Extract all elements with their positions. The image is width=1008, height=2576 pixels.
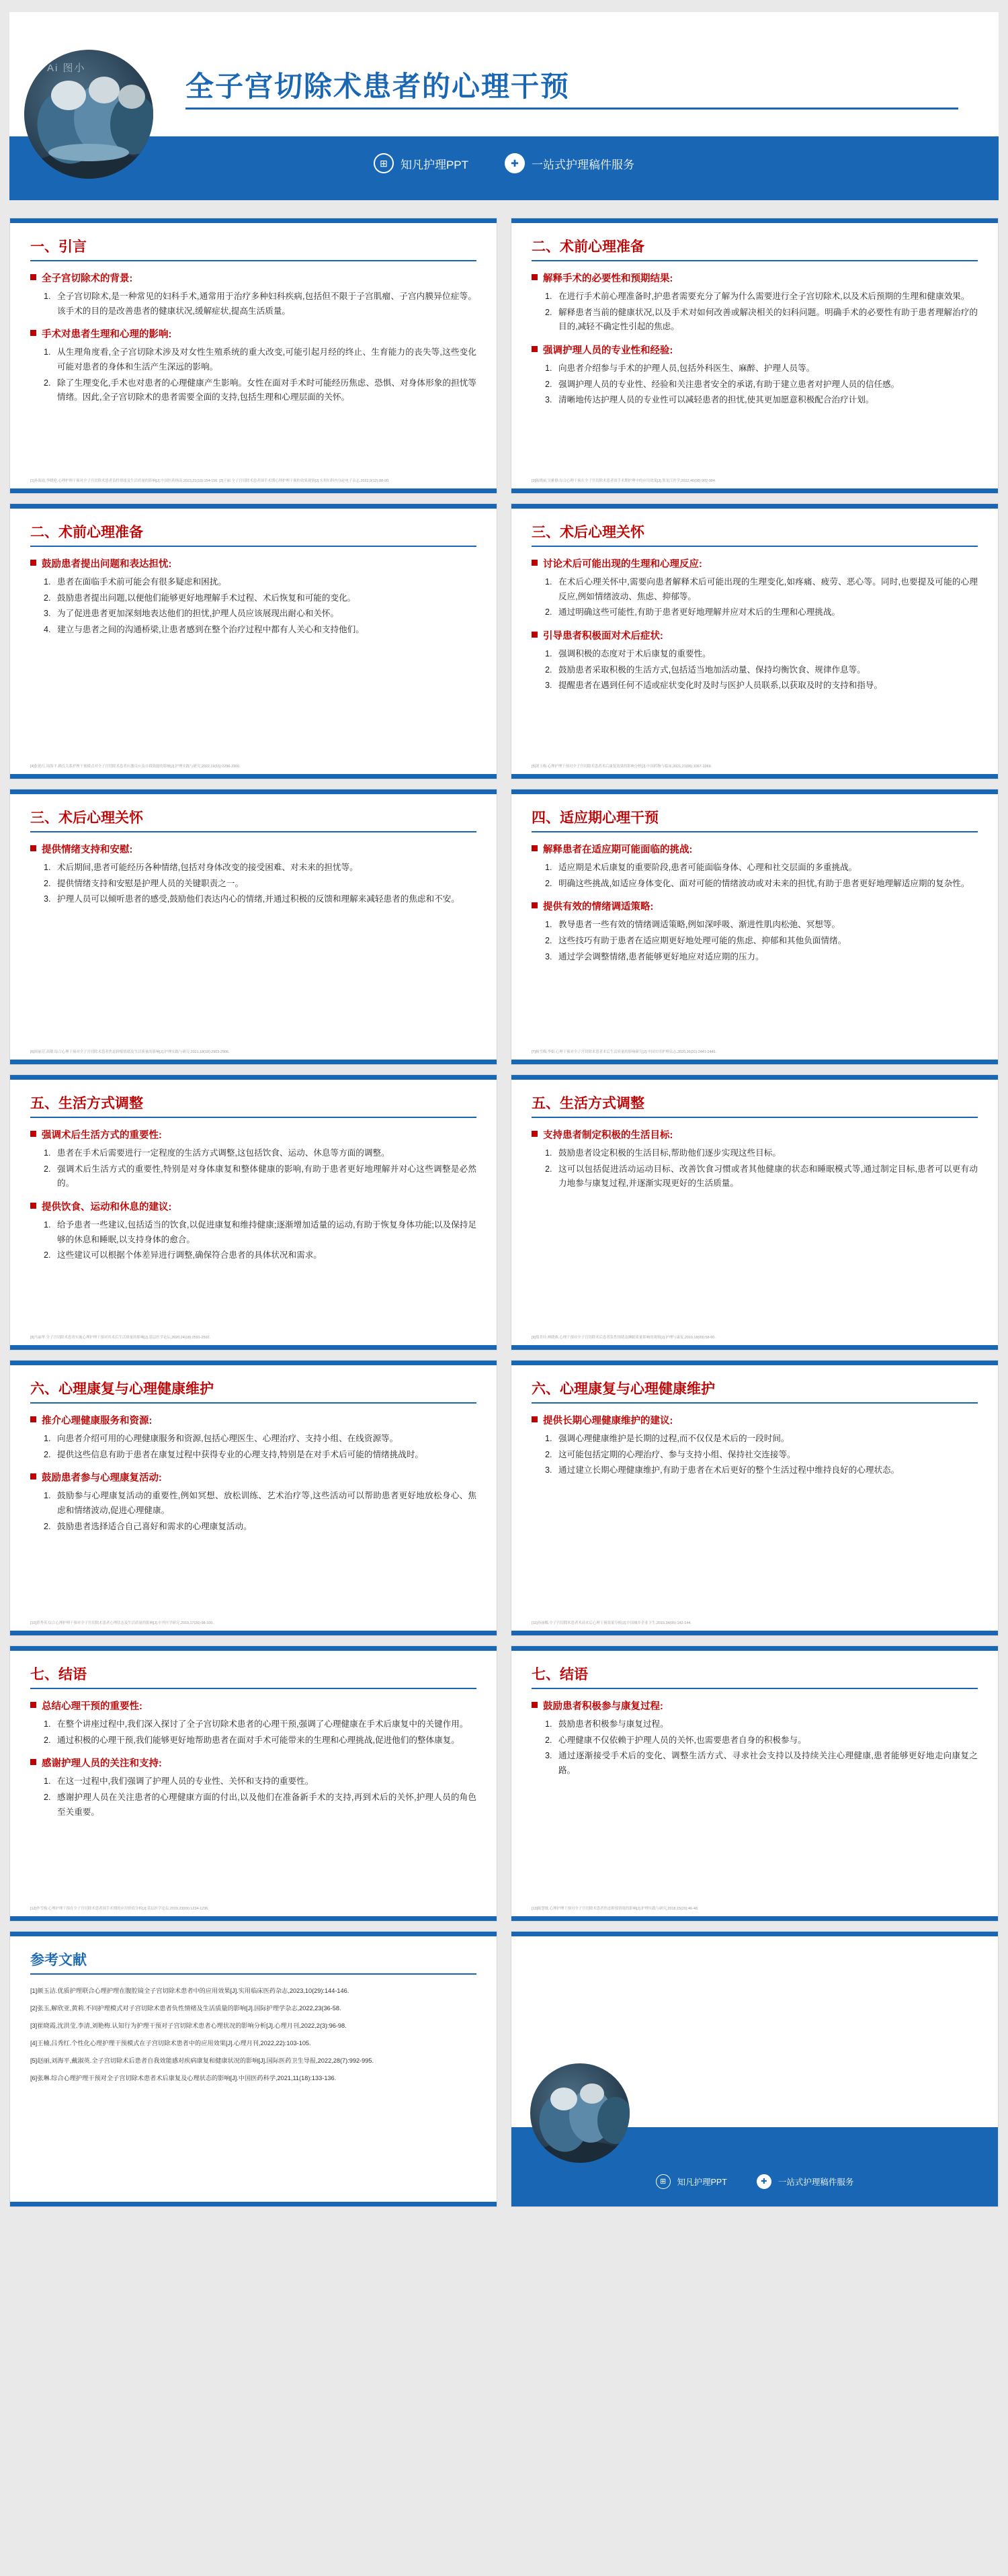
section-heading [532,556,978,570]
section-heading-label: 支持患者制定积极的生活目标: [543,1130,673,1141]
slide-section [532,343,978,408]
cover-divider [185,108,958,110]
bullet-square-icon [30,845,36,851]
bullet-square-icon [30,1203,36,1209]
slide-footnote: [3]陈晓丽,吴雅静.综合心理干预在全子宫切除术患者围手术期护理中的应用效果[J].黑龙江医学,2022,46(08):902-904. [532,478,716,483]
slide-footnote: [10]黄秀英.综合心理护理干预对全子宫切除术患者心理状态及生活质量的影响[J].中外医学研究,2019,17(26):98-100. [30,1621,214,1625]
section-heading [532,343,978,357]
slide-divider [532,1117,978,1118]
slide-title: 三、术后心理关怀 [532,525,644,540]
point-item: 在进行手术前心理准备时,护患者需要充分了解为什么需要进行全子宫切除术,以及术后预期的生理和健康效果。 [558,292,970,301]
bullet-square-icon [532,1702,538,1708]
point-item: 这些建议可以根据个体差异进行调整,确保符合患者的具体状况和需求。 [57,1250,322,1260]
section-heading-label: 解释手术的必要性和预期结果: [543,273,673,284]
point-item: 通过明确这些可能性,有助于患者更好地理解并应对术后的生理和心理挑战。 [558,607,841,617]
point-item: 给予患者一些建议,包括适当的饮食,以促进康复和维持健康;逐渐增加适量的运动,有助于恢复身体功能;以及保持足够的休息和睡眠,以支持身体的愈合。 [57,1219,476,1244]
section-heading [532,628,978,642]
slide-top-bar [511,789,998,794]
point-item: 提供这些信息有助于患者在康复过程中获得专业的心理支持,特别是在对手术后可能的情绪挑战时。 [57,1449,424,1459]
section-heading [30,842,476,856]
cover-slide [9,12,999,200]
slide-top-bar [10,1646,497,1651]
section-heading [532,271,978,285]
slide-11[interactable] [9,1645,497,1922]
section-heading-label: 提供情绪支持和安慰: [42,845,133,855]
section-points [532,1432,978,1478]
point-item: 为了促进患者更加深刻地表达他们的担忧,护理人员应该展现出耐心和关怀。 [57,609,339,619]
section-points [532,918,978,964]
point-item: 全子宫切除术,是一种常见的妇科手术,通常用于治疗多种妇科疾病,包括但不限于子宫肌瘤、子宫内膜异位症等。该手术的目的是改善患者的健康状况,缓解症状,提高生活质量。 [57,292,476,316]
slide-title: 七、结语 [30,1667,87,1682]
slide-bottom-bar [511,488,998,493]
slide-footnote: [6]周丽芳,高敏.综合心理干预对全子宫切除术患者焦虑抑郁情绪及生活质量的影响[J].护理实践与研究,2021,18(19):2903-2906. [30,1049,230,1054]
cover-meta-service [505,153,634,173]
point-item: 强调护理人员的专业性、经验和关注患者安全的承诺,有助于建立患者对护理人员的信任感。 [558,379,900,389]
bullet-square-icon [532,632,538,638]
slide-bottom-bar [511,774,998,779]
section-heading [30,1199,476,1213]
slide-footnote: [8]马丽华.全子宫切除术患者实施心理护理干预对其术后生活质量的影响[J].基层医学论坛,2020,24(18):2591-2592. [30,1335,211,1340]
thanks-meta-row [511,2174,998,2189]
point-item: 明确这些挑战,如适应身体变化、面对可能的情绪波动或对未来的担忧,有助于患者更好地理解适应期的复杂性。 [558,878,970,888]
point-item: 清晰地传达护理人员的专业性可以减轻患者的担忧,使其更加愿意积极配合治疗计划。 [558,395,874,405]
slide-top-bar [10,1075,497,1080]
slide-bottom-bar [10,1631,497,1635]
slide-title: 二、术前心理准备 [30,525,143,540]
point-item: 患者在手术后需要进行一定程度的生活方式调整,这包括饮食、运动、休息等方面的调整。 [57,1148,390,1158]
reference-item: [5]赵丽,刘海平,戴淑英.全子宫切除术后患者自我效能感对疾病康复和健康状况的影响[J].国际医药卫生导报,2022,28(7):992-995. [30,2057,374,2065]
slide-9[interactable] [9,1360,497,1636]
slide-divider [30,1688,476,1689]
slide-divider [30,831,476,832]
point-item: 这可能包括定期的心理治疗、参与支持小组、保持社交连接等。 [558,1449,796,1459]
section-points [532,647,978,693]
watermark-text: Ai 图小 [47,62,86,74]
section-heading-label: 鼓励患者参与心理康复活动: [42,1473,162,1484]
section-points [532,1146,978,1191]
thanks-meta-brand [656,2174,727,2189]
bullet-square-icon [30,1416,36,1422]
section-heading-label: 解释患者在适应期可能面临的挑战: [543,845,693,855]
slide-bottom-bar [10,1916,497,1921]
references-slide[interactable] [9,1931,497,2207]
section-heading [30,556,476,570]
section-heading-label: 强调术后生活方式的重要性: [42,1130,162,1141]
section-heading-label: 强调护理人员的专业性和经验: [543,345,673,356]
section-points [532,575,978,620]
slide-3[interactable] [9,503,497,779]
slide-section [532,1699,978,1778]
section-heading-label: 提供长期心理健康维护的建议: [543,1416,673,1426]
bullet-square-icon [532,845,538,851]
slide-section [532,628,978,693]
slide-6[interactable] [511,789,999,1065]
reference-item: [2]张玉,解欣亚,黄莉.不同护理模式对子宫切除术患者负性情绪及生活质量的影响[J].国际护理学杂志,2022,23(36-58. [30,2005,341,2012]
slide-bottom-bar [10,488,497,493]
slide-top-bar [511,504,998,509]
references-divider [30,1973,476,1975]
point-item: 强调术后生活方式的重要性,特别是对身体康复和整体健康的影响,有助于患者更好地理解并对心这些调整是必然的。 [57,1164,476,1189]
section-heading-label: 鼓励患者积极参与康复过程: [543,1701,663,1712]
slide-4[interactable] [511,503,999,779]
point-item: 提醒患者在遇到任何不适或症状变化时及时与医护人员联系,以获取及时的支持和指导。 [558,681,883,691]
slide-section [30,1127,476,1191]
bullet-square-icon [30,274,36,280]
slide-grid [9,218,999,2207]
hospital-icon: ⊞ [656,2174,671,2189]
references-title: 参考文献 [30,1952,87,1968]
section-heading [532,899,978,913]
thanks-meta-service-label: 一站式护理稿件服务 [778,2178,854,2187]
point-item: 鼓励患者选择适合自己喜好和需求的心理康复活动。 [57,1521,252,1531]
hospital-icon: ⊞ [374,153,394,173]
cross-icon: ✚ [757,2174,771,2189]
reference-item: [4]王楠,吕秀红.个性化心理护理干预模式在子宫切除术患者中的应用效果[J].心理月刊,2022,22):103-105. [30,2040,311,2047]
point-item: 感谢护理人员在关注患者的心理健康方面的付出,以及他们在准备新手术的支持,再到术后的关怀,护理人员的角色至关重要。 [57,1792,476,1817]
bullet-square-icon [30,330,36,336]
section-points [532,290,978,335]
section-heading [30,1756,476,1770]
point-item: 护理人员可以倾听患者的感受,鼓励他们表达内心的情绪,并通过积极的反馈和理解来减轻患者的焦虑和不安。 [57,894,460,904]
section-heading [30,1699,476,1713]
point-item: 鼓励患者提出问题,以便他们能够更好地理解手术过程、术后恢复和可能的变化。 [57,593,356,603]
slide-section [30,1470,476,1534]
slide-top-bar [511,218,998,223]
slide-section [30,1756,476,1819]
point-item: 术后期间,患者可能经历各种情绪,包括对身体改变的接受困难、对未来的担忧等。 [57,863,358,872]
slide-title: 二、术前心理准备 [532,239,644,255]
point-item: 心理健康不仅依赖于护理人员的关怀,也需要患者自身的积极参与。 [558,1735,806,1745]
point-item: 除了生理变化,手术也对患者的心理健康产生影响。女性在面对手术时可能经历焦虑、恐惧、对身体形象的担忧等情绪。因此,全子宫切除术的患者需要全面的支持,包括生理和心理层面的关怀。 [57,378,476,402]
point-item: 在术后心理关怀中,需要向患者解释术后可能出现的生理变化,如疼痛、疲劳、恶心等。同时,也要提及可能的心理反应,例如情绪波动、焦虑、抑郁等。 [558,577,978,601]
section-points [30,290,476,318]
slide-bottom-bar [511,1916,998,1921]
section-heading [30,327,476,341]
slide-footnote: [9]郑美玲,林晓燕.心理干预对全子宫切除术后患者负性情绪及睡眠质量影响的观察[J].护理与康复,2019,18(09):58-60. [532,1335,716,1340]
section-heading [532,842,978,856]
section-heading-label: 提供有效的情绪调适策略: [543,902,654,913]
point-item: 鼓励患者积极参与康复过程。 [558,1719,669,1729]
slide-bottom-bar [10,774,497,779]
slide-section [30,1413,476,1462]
slide-section [532,556,978,620]
slide-section [30,842,476,907]
section-points [532,1717,978,1778]
section-heading [30,271,476,285]
cover-meta-brand [374,153,468,173]
section-points [30,1146,476,1191]
watermark-text: Ai 图小 [542,1969,575,1979]
slide-bottom-bar [511,1345,998,1350]
section-heading-label: 感谢护理人员的关注和支持: [42,1758,162,1770]
point-item: 在这一过程中,我们强调了护理人员的专业性、关怀和支持的重要性。 [57,1776,314,1787]
point-item: 教导患者一些有效的情绪调适策略,例如深呼吸、渐进性肌肉松弛、冥想等。 [558,920,841,930]
slide-section [532,1413,978,1478]
point-item: 这些技巧有助于患者在适应期更好地处理可能的焦虑、抑郁和其他负面情绪。 [558,935,847,945]
bullet-square-icon [30,1702,36,1708]
slide-title: 三、术后心理关怀 [30,810,143,826]
reference-item: [6]张琳.综合心理护理干预对全子宫切除术患者术后康复及心理状态的影响[J].中国医药科学,2021,11(18):133-136. [30,2075,337,2082]
slide-divider [30,1402,476,1404]
section-points [30,1489,476,1534]
section-points [30,575,476,638]
section-heading [532,1127,978,1142]
point-item: 提供情绪支持和安慰是护理人员的关键职责之一。 [57,878,244,888]
section-points [30,345,476,405]
reference-item: [3]崔晓霞,沈洪莹,李清,刘艳梅.认知行为护理干预对子宫切除术患者心理状况的影响分析[J].心理月刊,2022,2(3):96-98. [30,2022,347,2030]
slide-divider [30,1117,476,1118]
bullet-square-icon [30,1759,36,1765]
slide-footnote: [13]陈慧敏.心理护理干预对全子宫切除术患者焦虑抑郁情绪的影响[J].护理实践与研究,2018,15(20):46-48. [532,1906,699,1911]
slide-bottom-bar [511,1060,998,1064]
slide-title: 五、生活方式调整 [30,1096,143,1111]
slide-divider [532,260,978,261]
section-points [30,1432,476,1462]
point-item: 鼓励参与心理康复活动的重要性,例如冥想、放松训练、艺术治疗等,这些活动可以帮助患者更好地放松身心、焦虑和情绪波动,促进心理健康。 [57,1491,476,1515]
section-heading-label: 总结心理干预的重要性: [42,1701,142,1712]
slide-top-bar [10,504,497,509]
section-heading-label: 推介心理健康服务和资源: [42,1416,153,1426]
section-points [30,1218,476,1263]
cover-meta-brand-label: 知凡护理PPT [400,158,469,171]
point-item: 从生理角度看,全子宫切除术涉及对女性生殖系统的重大改变,可能引起月经的终止、生育能力的丧失等,这些变化可能对患者的身体和生活产生深远的影响。 [57,347,476,372]
bullet-square-icon [532,560,538,566]
section-heading-label: 全子宫切除术的背景: [42,273,133,284]
cover-title: 全子宫切除术患者的心理干预 [185,71,571,102]
slide-8[interactable] [511,1074,999,1350]
point-item: 向患者介绍参与手术的护理人员,包括外科医生、麻醉、护理人员等。 [558,363,815,373]
thanks-meta-service [757,2174,854,2189]
section-heading [532,1413,978,1427]
point-item: 建立与患者之间的沟通桥梁,让患者感到在整个治疗过程中都有人关心和支持他们。 [57,624,364,634]
bullet-square-icon [30,1131,36,1137]
bullet-square-icon [532,346,538,352]
slide-divider [532,831,978,832]
point-item: 鼓励患者采取积极的生活方式,包括适当地加活动量、保持均衡饮食、规律作息等。 [558,664,866,675]
point-item: 在整个讲座过程中,我们深入探讨了全子宫切除术患者的心理干预,强调了心理健康在手术后康复中的关键作用。 [57,1719,468,1729]
slide-top-bar [10,1361,497,1365]
surgery-photo [24,50,153,179]
slide-section [532,842,978,891]
section-heading [532,1699,978,1713]
slide-5[interactable] [9,789,497,1065]
bullet-square-icon [30,560,36,566]
slide-divider [532,1688,978,1689]
bullet-square-icon [532,902,538,908]
slide-section [532,899,978,964]
slide-footnote: [12]李雪梅.心理护理干预在全子宫切除术患者围手术期的应用价值分析[J].基层医学论坛,2019,23(09):1234-1236. [30,1906,209,1911]
point-item: 这可以包括促进活动运动目标、改善饮食习惯或者其他健康的状态和睡眠模式等,通过制定目标,患者可以更有动力地参与康复过程,并逐渐实现更好的生活质量。 [558,1164,978,1189]
section-points [532,361,978,408]
cover-meta-row [9,153,999,173]
slide-footnote: [4]张艳红,周海平.赖氏关系护理干预模式对全子宫切除术患者应激反应及自我效能的影响[J].护理实践与研究,2022,19(15):2296-2300. [30,764,241,769]
slide-1[interactable] [9,218,497,494]
point-item: 适应期是术后康复的重要阶段,患者可能面临身体、心理和社交层面的多重挑战。 [558,863,857,872]
point-item: 解释患者当前的健康状况,以及手术对如何改善或解决相关的妇科问题。明确手术的必要性有助于患者理解治疗的目的,减轻不确定性引起的焦虑。 [558,307,978,332]
slide-top-bar [10,789,497,794]
slide-bottom-bar [10,1060,497,1064]
point-item: 通过建立长期心理健康维护,有助于患者在术后更好的整个生活过程中维持良好的心理状态。 [558,1465,900,1475]
section-heading [30,1127,476,1142]
bullet-square-icon [532,274,538,280]
point-item: 强调心理健康维护是长期的过程,而不仅仅是术后的一段时间。 [558,1434,790,1443]
point-item: 向患者介绍可用的心理健康服务和资源,包括心理医生、心理治疗、支持小组、在线资源等。 [57,1434,398,1443]
slide-12[interactable] [511,1645,999,1922]
slide-footnote: [11]孙丽娜.全子宫切除术患者术前术后心理干预效果分析[J].中国城乡企业卫生,2019,34(05):142-144. [532,1621,691,1625]
slide-footnote: [5]刘玉梅.心理护理干预对全子宫切除术患者术后康复效果的影响分析[J].中国药物与临床,2021,21(06):1067-1069. [532,764,712,769]
section-heading-label: 手术对患者生理和心理的影响: [42,329,172,341]
section-heading-label: 讨论术后可能出现的生理和心理反应: [543,559,702,570]
reference-item: [1]颜玉洁.优质护理联合心理护理在腹腔镜全子宫切除术患者中的应用效果[J].实用临床医药杂志,2023,10(29):144-146. [30,1987,349,1994]
point-item: 通过逐渐接受手术后的变化、调整生活方式、寻求社会支持以及持续关注心理健康,患者能够更好地走向康复之路。 [558,1751,978,1775]
slide-divider [532,546,978,547]
slide-title: 五、生活方式调整 [532,1096,644,1111]
slide-section [30,327,476,405]
slide-divider [30,546,476,547]
section-heading [30,1413,476,1427]
slide-10[interactable] [511,1360,999,1636]
slide-title: 七、结语 [532,1667,588,1682]
slide-top-bar [511,1361,998,1365]
thanks-meta-brand-label: 知凡护理PPT [677,2178,727,2187]
section-heading-label: 引导患者积极面对术后症状: [543,630,663,642]
slide-bottom-bar [10,1345,497,1350]
slide-top-bar [511,1075,998,1080]
section-points [30,1717,476,1748]
slide-title: 一、引言 [30,239,87,255]
slide-section [30,271,476,318]
section-points [30,1774,476,1819]
slide-divider [532,1402,978,1404]
cover-meta-service-label: 一站式护理稿件服务 [532,158,635,171]
slide-section [532,1127,978,1191]
slide-top-bar [511,1932,998,1936]
point-item: 通过学会调整情绪,患者能够更好地应对适应期的压力。 [558,951,764,961]
slide-bottom-bar [511,1631,998,1635]
thanks-title: 感谢您的聆听 [675,2049,833,2077]
section-points [532,861,978,891]
slide-bottom-bar [10,2202,497,2206]
section-heading-label: 鼓励患者提出问题和表达担忧: [42,559,172,570]
bullet-square-icon [532,1131,538,1137]
point-item: 强调积极的态度对于术后康复的重要性。 [558,648,711,658]
references-list [30,1985,476,2084]
section-points [30,861,476,907]
point-item: 通过积极的心理干预,我们能够更好地帮助患者在面对手术可能带来的生理和心理挑战,促进他们的整体康复。 [57,1735,460,1745]
slide-title: 六、心理康复与心理健康维护 [532,1381,715,1397]
point-item: 鼓励患者设定积极的生活目标,帮助他们逐步实现这些目标。 [558,1148,781,1158]
section-heading [30,1470,476,1484]
slide-2[interactable] [511,218,999,494]
slide-7[interactable] [9,1074,497,1350]
bullet-square-icon [532,1416,538,1422]
slide-title: 六、心理康复与心理健康维护 [30,1381,214,1397]
slide-top-bar [10,218,497,223]
slide-section [30,556,476,638]
section-heading-label: 提供饮食、运动和休息的建议: [42,1201,172,1213]
slide-top-bar [511,1646,998,1651]
slide-section [30,1199,476,1263]
slide-section [30,1699,476,1748]
thank-you-slide[interactable] [511,1931,999,2207]
slide-footnote: [7]杨雪梅,李娟.心理干预对全子宫切除术患者术后生活质量的影响研究[J].中国实用护理杂志,2020,36(31):2441-2445. [532,1049,716,1054]
slide-section [532,271,978,335]
bullet-square-icon [30,1473,36,1479]
slide-footnote: [1]孙海霞,李晓艳.心理护理干预对全子宫切除术患者负性情绪及生活质量的影响[J].中国医药指南,2023,21(10):154-156. [2]王丽.全子宫切除术患者围手术期心理护理干预的效果观察[J].实用妇科内分泌电子杂志,2022,9(12):88-90. [30,478,390,483]
slide-divider [30,260,476,261]
slide-top-bar [10,1932,497,1936]
point-item: 患者在面临手术前可能会有很多疑虑和困扰。 [57,577,226,587]
cross-icon: ✚ [505,153,525,173]
slide-title: 四、适应期心理干预 [532,810,659,826]
